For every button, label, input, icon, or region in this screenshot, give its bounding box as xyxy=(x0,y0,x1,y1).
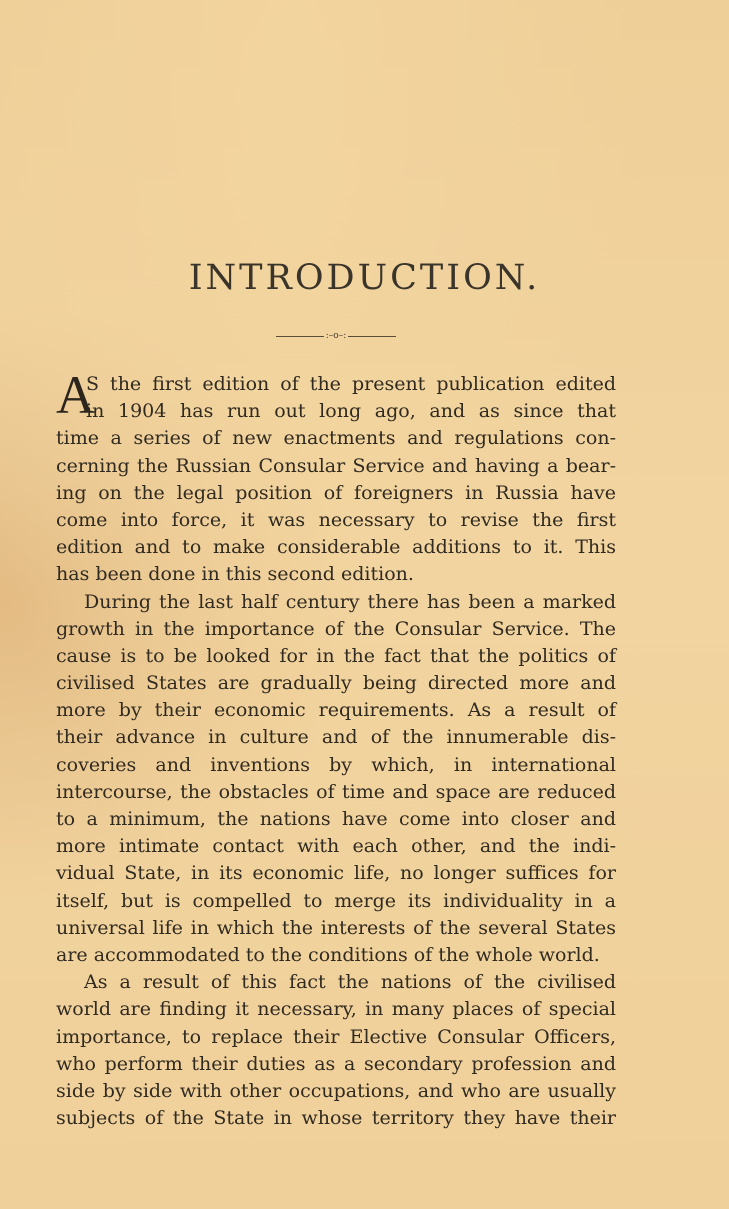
text-line: has been done in this second edition. xyxy=(56,563,414,586)
text-line: edition and to make considerable additions to it. This xyxy=(56,536,616,559)
text-line: world are finding it necessary, in many places of special xyxy=(56,998,616,1021)
text-line: growth in the importance of the Consular Service. The xyxy=(56,617,616,640)
text-line: ing on the legal position of foreigners in Russia have xyxy=(56,481,616,504)
text-line: more by their economic requirements. As a result of xyxy=(56,699,616,722)
text-line: importance, to replace their Elective Consular Officers, xyxy=(56,1025,616,1048)
text-line: side by side with other occupations, and who are usually xyxy=(56,1079,616,1102)
text-line: As a result of this fact the nations of the civilised xyxy=(84,971,616,994)
text-line: to a minimum, the nations have come into closer and xyxy=(56,808,616,830)
text-line: more intimate contact with each other, and the indi- xyxy=(56,835,616,858)
page-title: INTRODUCTION. xyxy=(188,258,541,298)
text-line: subjects of the State in whose territory they have their xyxy=(56,1107,616,1130)
text-line: coveries and inventions by which, in international xyxy=(56,753,616,776)
text-line: civilised States are gradually being directed more and xyxy=(56,672,616,695)
title-ornament xyxy=(276,326,396,346)
text-line: time a series of new enactments and regulations con- xyxy=(56,427,616,450)
ornament-rule-right xyxy=(348,336,396,337)
text-line: itself, but is compelled to merge its individuality in a xyxy=(56,889,616,912)
text-line: their advance in culture and of the innumerable dis- xyxy=(56,726,616,749)
text-line: are accommodated to the conditions of the whole world. xyxy=(56,943,600,966)
text-line: come into force, it was necessary to revise the first xyxy=(56,508,616,531)
body-text xyxy=(56,365,616,1132)
ornament-rule-left xyxy=(276,336,324,337)
text-line: cause is to be looked for in the fact that the politics of xyxy=(56,644,616,667)
drop-cap: A xyxy=(56,365,95,425)
text-line: vidual State, in its economic life, no longer suffices for xyxy=(56,862,616,885)
text-line: universal life in which the interests of the several States xyxy=(56,916,616,939)
text-line: who perform their duties as a secondary profession and xyxy=(56,1052,616,1075)
text-line: cerning the Russian Consular Service and having a bear- xyxy=(56,454,616,477)
text-line: in 1904 has run out long ago, and as since that xyxy=(86,400,616,423)
text-line: intercourse, the obstacles of time and space are reduced xyxy=(56,780,616,803)
ornament-mark: :–o–: xyxy=(325,331,347,341)
text-line: S the first edition of the present publication edited xyxy=(86,373,616,395)
text-line: During the last half century there has been a marked xyxy=(84,590,616,613)
